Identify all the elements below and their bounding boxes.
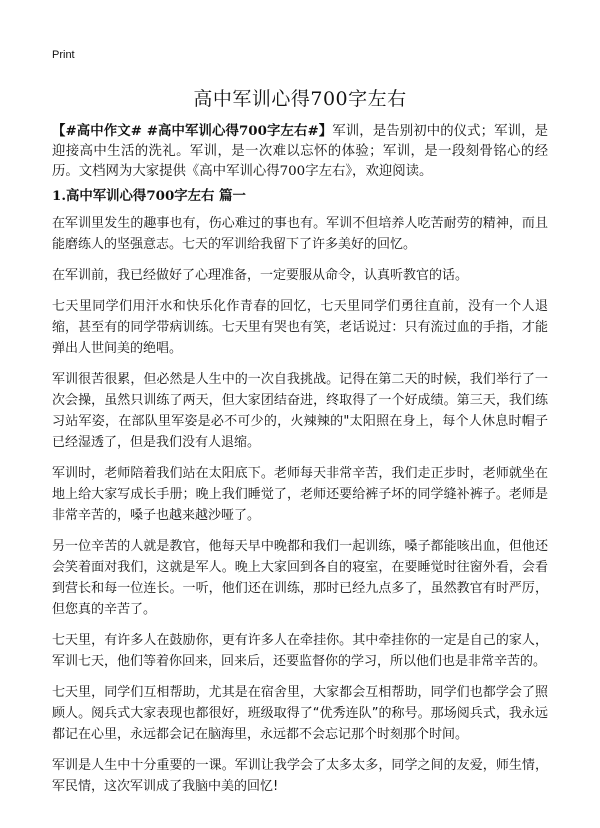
section-heading: 1.高中军训心得700字左右 篇一 bbox=[52, 188, 246, 204]
body-paragraph: 军训很苦很累，但必然是人生中的一次自我挑战。记得在第二天的时候，我们举行了一次会操，虽然只训练了两天，但大家团结奋进，终取得了一个好成绩。第三天，我们练习站军姿，在部队里军姿是必不可少的，火辣辣的"太阳照在身上，每个人休息时帽子已经湿透了，但是我们没有人退缩。 bbox=[52, 372, 548, 450]
body-paragraph: 军训时，老师陪着我们站在太阳底下。老师每天非常辛苦，我们走正步时，老师就坐在地上给大家写成长手册；晚上我们睡觉了，老师还要给裤子坏的同学缝补裤子。老师是非常辛苦的，嗓子也越来越沙哑了。 bbox=[52, 466, 548, 523]
body-paragraph: 另一位辛苦的人就是教官，他每天早中晚都和我们一起训练，嗓子都能咳出血，但他还会笑着面对我们，这就是军人。晚上大家回到各自的寝室，在要睡觉时往窗外看，会看到营长和每一位连长。一听，他们还在训练，那时已经九点多了，虽然教官有时严厉，但您真的辛苦了。 bbox=[52, 539, 548, 617]
body-paragraph: 军训是人生中十分重要的一课。军训让我学会了太多太多，同学之间的友爱，师生情，军民情，这次军训成了我脑中美的回忆! bbox=[52, 758, 548, 794]
body-paragraph: 在军训前，我已经做好了心理准备，一定要服从命令，认真听教官的话。 bbox=[52, 268, 469, 283]
body-paragraph: 在军训里发生的趣事也有，伤心难过的事也有。军训不但培养人吃苦耐劳的精神，而且能磨练人的坚强意志。七天的军训给我留下了许多美好的回忆。 bbox=[52, 216, 548, 252]
body-paragraph: 七天里同学们用汗水和快乐化作青春的回忆，七天里同学们勇往直前，没有一个人退缩，甚至有的同学带病训练。七天里有哭也有笑，老话说过：只有流过血的手指，才能弹出人世间美的绝唱。 bbox=[52, 299, 548, 356]
article-body bbox=[52, 213, 548, 807]
body-paragraph: 七天里，同学们互相帮助，尤其是在宿舍里，大家都会互相帮助，同学们也都学会了照顾人。阅兵式大家表现也都很好，班级取得了“优秀连队”的称号。那场阅兵式，我永远都记在心里，永远都会记在脑海里，永远都不会忘记那个时刻那个时间。 bbox=[52, 685, 548, 742]
print-link[interactable]: Print bbox=[52, 49, 75, 61]
article-intro bbox=[52, 121, 548, 182]
body-paragraph: 七天里，有许多人在鼓励你，更有许多人在牵挂你。其中牵挂你的一定是自己的家人，军训七天，他们等着你回来，回来后，还要监督你的学习，所以他们也是非常辛苦的。 bbox=[52, 633, 548, 669]
intro-tags: 【#高中作文# #高中军训心得700字左右#】 bbox=[52, 123, 333, 139]
article-title: 高中军训心得700字左右 bbox=[193, 88, 407, 110]
intro-text: 军训，是告别初中的仪式；军训，是迎接高中生活的洗礼。军训，是一次难以忘怀的体验；军训，是一段刻骨铭心的经历。文档网为大家提供《高中军训心得700字左右》，欢迎阅读。 bbox=[52, 124, 548, 179]
